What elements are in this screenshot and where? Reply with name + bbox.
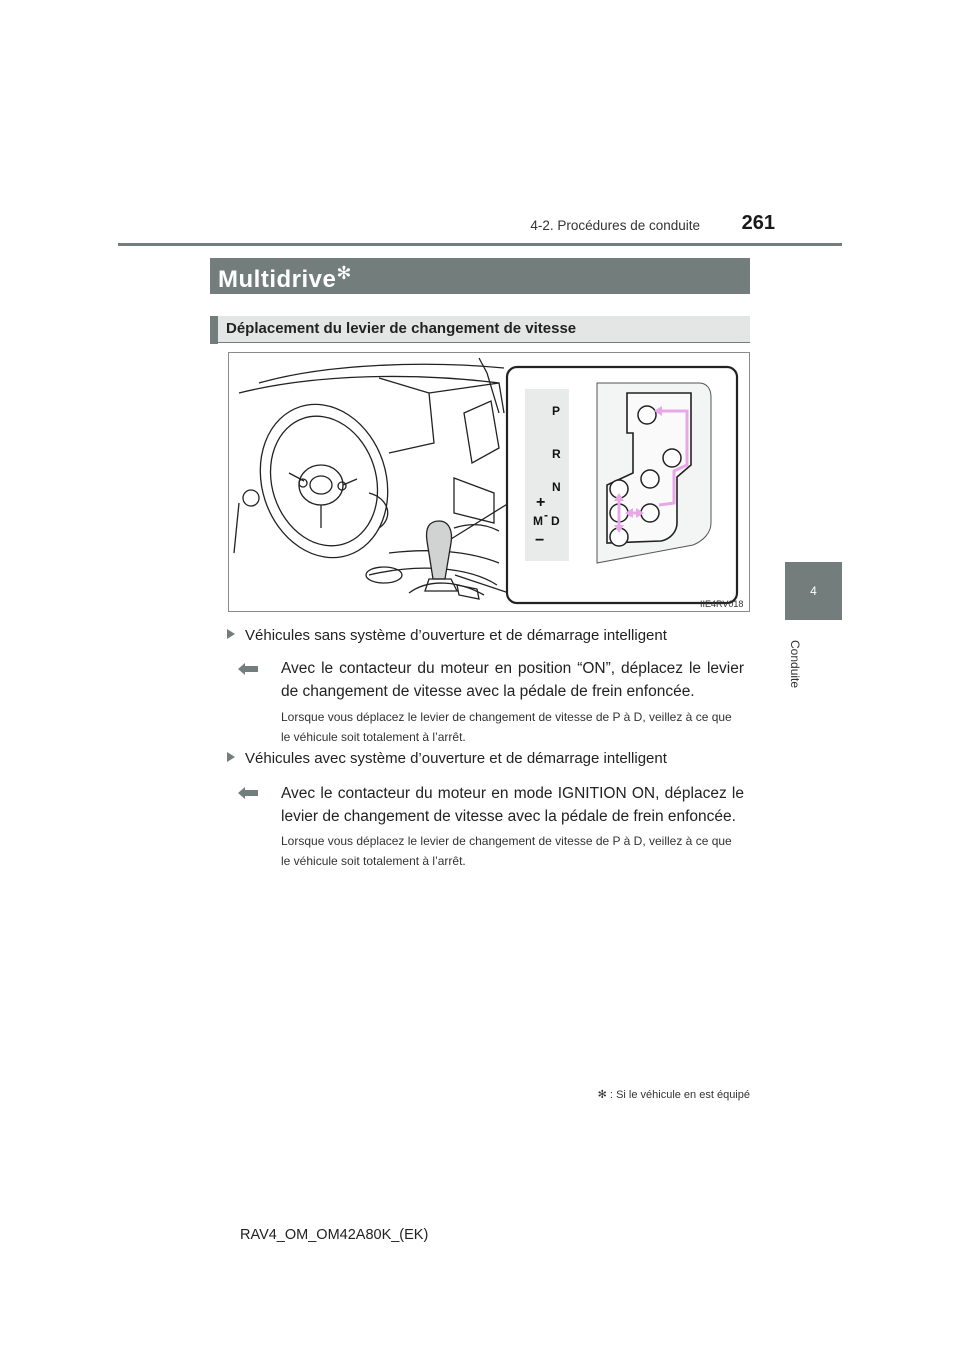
display-outline: [379, 378, 434, 453]
header-section-title: 4-2. Procédures de conduite: [530, 218, 700, 233]
left-arrow-icon: [238, 786, 258, 800]
chapter-label-wrap: [784, 600, 814, 700]
title-star: ✻: [336, 263, 352, 283]
dash-vent: [464, 401, 499, 463]
cabin-illustration: [229, 353, 749, 611]
steering-wheel-outer: [241, 388, 407, 575]
footnote-text: : Si le véhicule en est équipé: [609, 1089, 750, 1101]
left-door-line: [234, 503, 239, 553]
callout-line-top: [451, 503, 509, 539]
armrest: [409, 583, 484, 595]
section-body-1: Avec le contacteur du moteur en position “ON”, déplacez le levier de changement de vitesse avec la pédale de frein enfoncée.: [281, 660, 744, 700]
section-heading-2: [227, 750, 667, 767]
console-curve: [454, 525, 499, 531]
footnote-star: ✻: [597, 1089, 607, 1101]
subtitle-accent: [210, 316, 218, 344]
section-heading-1: [227, 627, 667, 644]
label-r: R: [552, 447, 561, 461]
shift-lever-figure: [228, 352, 750, 612]
subtitle: Déplacement du levier de changement de vitesse: [226, 320, 577, 337]
dashboard-line: [239, 376, 499, 393]
label-m: M: [533, 514, 543, 528]
position-label-strip: [525, 389, 569, 561]
label-n: N: [552, 480, 561, 494]
steering-wheel-inner: [254, 402, 394, 560]
gate-r: [663, 449, 681, 467]
shift-boot: [425, 579, 457, 591]
gate-p: [638, 406, 656, 424]
steering-logo: [310, 476, 332, 494]
page-title: [218, 263, 352, 294]
shift-gate: [457, 585, 479, 599]
section-heading-1-text: Véhicules sans système d’ouverture et de démarrage intelligent: [245, 627, 667, 644]
figure-code: IIE4RV018: [700, 599, 744, 609]
footnote: [590, 1088, 750, 1101]
page-title-text: Multidrive: [218, 266, 337, 293]
stalk: [369, 493, 388, 528]
section-heading-2-text: Véhicules avec système d’ouverture et de démarrage intelligent: [245, 750, 667, 767]
label-minus: −: [535, 532, 545, 549]
triangle-bullet-icon: [227, 752, 235, 762]
label-p: P: [552, 404, 561, 418]
section-note-2: Lorsque vous déplacez le levier de changement de vitesse de P à D, veillez à ce que le véhicule soit totalement à l’arrêt.: [281, 834, 732, 868]
steering-hub: [299, 465, 343, 505]
gate-n: [641, 470, 659, 488]
triangle-bullet-icon: [227, 629, 235, 639]
label-d: D: [551, 514, 560, 528]
label-plus: +: [536, 494, 546, 511]
section-note-1: Lorsque vous déplacez le levier de changement de vitesse de P à D, veillez à ce que le véhicule soit totalement à l’arrêt.: [281, 710, 732, 744]
left-knob: [243, 490, 259, 506]
shift-knob: [427, 521, 452, 579]
page-number: 261: [741, 212, 775, 234]
label-dash: -: [544, 508, 548, 522]
footer-document-id: RAV4_OM_OM42A80K_(EK): [240, 1227, 429, 1243]
section-body-2: Avec le contacteur du moteur en mode IGNITION ON, déplacez le levier de changement de vitesse avec la pédale de frein enfoncée.: [281, 785, 744, 825]
header-rule: [118, 243, 842, 246]
left-arrow-icon: [238, 662, 258, 676]
chapter-label: Conduite: [788, 640, 802, 689]
chapter-number: 4: [810, 584, 817, 598]
